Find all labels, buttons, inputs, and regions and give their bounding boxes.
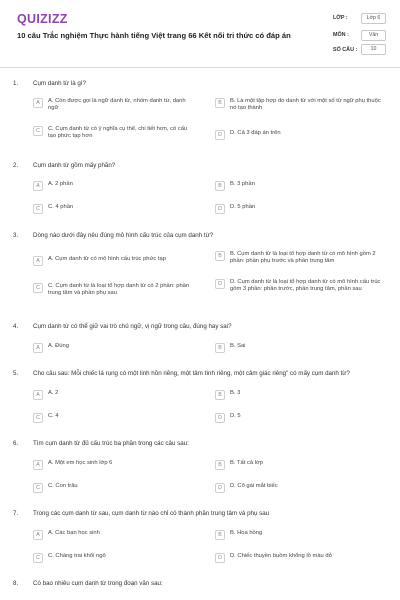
question-number: 7. [13, 510, 19, 517]
option-letter-box: B [215, 181, 225, 191]
subject-value: Văn [361, 30, 386, 41]
option-a[interactable] [33, 460, 193, 470]
option-letter-box: A [33, 256, 43, 266]
option-a[interactable] [33, 98, 193, 113]
question-number: 8. [13, 580, 19, 587]
option-text: C. 4 [48, 413, 59, 419]
question-number: 2. [13, 162, 19, 169]
option-letter-box: B [215, 343, 225, 353]
option-text: A. 2 phần [48, 181, 73, 187]
option-text: A. Đúng [48, 343, 69, 349]
option-letter-box: C [33, 483, 43, 493]
question-number: 1. [13, 80, 19, 87]
option-text: B. 3 phần [230, 181, 255, 187]
option-b[interactable] [215, 343, 385, 353]
option-letter-box: C [33, 553, 43, 563]
question-text: Cụm danh từ là gì? [33, 80, 86, 87]
option-d[interactable] [215, 130, 385, 140]
option-b[interactable] [215, 390, 385, 400]
question-count-value: 10 [361, 44, 386, 55]
option-b[interactable] [215, 98, 385, 113]
option-text: C. Con trâu [48, 483, 78, 489]
question-number: 5. [13, 370, 19, 377]
grade-value: Lớp 6 [361, 13, 386, 24]
question-text: Cụm danh từ có thể giữ vai trò chủ ngữ, vị ngữ trong câu, đúng hay sai? [33, 323, 232, 330]
option-letter-box: A [33, 390, 43, 400]
option-letter-box: B [215, 98, 225, 108]
option-letter-box: C [33, 283, 43, 293]
option-text: B. Tất cả lớp [230, 460, 264, 466]
option-a[interactable] [33, 390, 193, 400]
option-letter-box: A [33, 343, 43, 353]
question-number: 6. [13, 440, 19, 447]
option-letter-box: B [215, 530, 225, 540]
option-d[interactable] [215, 413, 385, 423]
option-text: D. Cô gái mắt biếc [230, 483, 278, 489]
question-number: 3. [13, 232, 19, 239]
option-c[interactable] [33, 553, 193, 563]
option-letter-box: A [33, 460, 43, 470]
option-a[interactable] [33, 181, 193, 191]
option-d[interactable] [215, 483, 385, 493]
option-letter-box: D [215, 553, 225, 563]
option-d[interactable] [215, 553, 385, 563]
question-text: Tìm cụm danh từ đủ cấu trúc ba phần trong các câu sau: [33, 440, 189, 447]
option-letter-box: A [33, 98, 43, 108]
option-letter-box: C [33, 204, 43, 214]
option-c[interactable] [33, 483, 193, 493]
option-letter-box: A [33, 530, 43, 540]
option-text: A. Các bạn học sinh [48, 530, 100, 536]
question-text: Cho câu sau: Mỗi chiếc lá rụng có một linh hồn riêng, một tâm tình riêng, một cảm giác riêng" có mấy cụm danh từ? [33, 370, 350, 377]
option-text: D. Cụm danh từ là loại tổ hợp danh từ có mô hình cấu trúc gồm 3 phần: phần trước, phần trung tâm, phần sau [230, 279, 381, 293]
option-text: C. Cụm danh từ là loại tổ hợp danh từ có 2 phần: phần trung tâm và phần phụ sau [48, 283, 190, 297]
option-b[interactable] [215, 460, 385, 470]
option-text: A. Còn được gọi là ngữ danh từ, nhóm danh từ, danh ngữ [48, 98, 186, 112]
option-text: C. Chàng trai khôi ngô [48, 553, 106, 559]
option-a[interactable] [33, 256, 193, 266]
option-d[interactable] [215, 279, 385, 294]
option-letter-box: D [215, 204, 225, 214]
option-text: D. Cả 3 đáp án trên [230, 130, 281, 136]
option-text: D. Chiếc thuyền buồm khổng lồ màu đỏ [230, 553, 332, 559]
question-text: Cụm danh từ gồm mấy phần? [33, 162, 116, 169]
option-letter-box: D [215, 413, 225, 423]
question-number: 4. [13, 323, 19, 330]
option-text: C. 4 phần [48, 204, 74, 210]
option-text: A. Cụm danh từ có mô hình cấu trúc phức tạp [48, 256, 166, 262]
option-d[interactable] [215, 204, 385, 214]
option-c[interactable] [33, 126, 193, 141]
worksheet-header [0, 0, 400, 68]
option-letter-box: B [215, 251, 225, 261]
quizizz-logo: QUIZIZZ [17, 12, 68, 26]
option-c[interactable] [33, 204, 193, 214]
document-title: 10 câu Trắc nghiệm Thực hành tiếng Việt trang 66 Kết nối tri thức có đáp án [17, 31, 291, 40]
question-text: Có bao nhiêu cụm danh từ trong đoạn văn sau: [33, 580, 163, 587]
option-letter-box: D [215, 130, 225, 140]
option-a[interactable] [33, 343, 193, 353]
grade-label: LỚP : [333, 15, 348, 21]
option-letter-box: C [33, 126, 43, 136]
option-a[interactable] [33, 530, 193, 540]
option-c[interactable] [33, 413, 193, 423]
option-text: A. Một em học sinh lớp 6 [48, 460, 113, 466]
option-letter-box: A [33, 181, 43, 191]
option-letter-box: C [33, 413, 43, 423]
option-text: C. Cụm danh từ có ý nghĩa cụ thể, chi tiết hơn, có cấu tạo phức tạp hơn [48, 126, 188, 140]
option-letter-box: D [215, 279, 225, 289]
question-count-label: SỐ CÂU : [333, 47, 358, 53]
question-text: Trong các cụm danh từ sau, cụm danh từ nào chỉ có thành phần trung tâm và phụ sau [33, 510, 270, 517]
option-b[interactable] [215, 530, 385, 540]
option-c[interactable] [33, 283, 193, 298]
option-letter-box: D [215, 483, 225, 493]
option-letter-box: B [215, 460, 225, 470]
option-text: B. Là một tập hợp do danh từ với một số từ ngữ phụ thuộc nó tạo thành [230, 98, 381, 112]
option-text: A. 2 [48, 390, 59, 396]
option-letter-box: B [215, 390, 225, 400]
subject-label: MÔN : [333, 32, 349, 38]
option-text: B. Hoa hồng [230, 530, 263, 536]
option-text: D. 5 [230, 413, 241, 419]
option-text: D. 5 phần [230, 204, 256, 210]
option-text: B. Sai [230, 343, 246, 349]
option-b[interactable] [215, 251, 385, 266]
question-text: Dòng nào dưới đây nêu đúng mô hình cấu trúc của cụm danh từ? [33, 232, 214, 239]
option-b[interactable] [215, 181, 385, 191]
option-text: B. 3 [230, 390, 241, 396]
option-text: B. Cụm danh từ là loại tổ hợp danh từ có mô hình gồm 2 phần: phần phụ trước và phần trung tâm [230, 251, 376, 265]
